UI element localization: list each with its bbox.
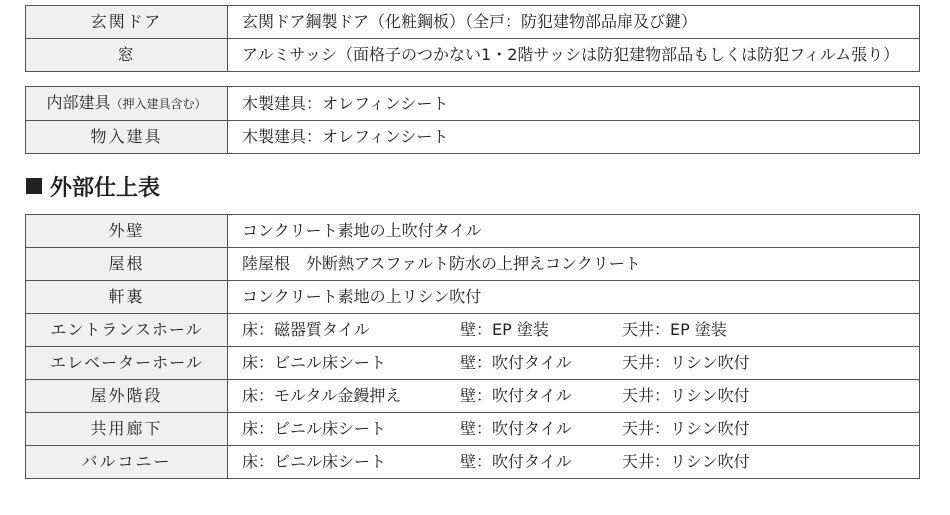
row-label-main: 内部建具: [46, 93, 111, 112]
table-row: [26, 347, 920, 380]
row-value: 木製建具：オレフィンシート: [228, 121, 920, 154]
table-row: [26, 39, 920, 72]
row-label: 共用廊下: [26, 413, 228, 446]
row-label: 玄関ドア: [26, 6, 228, 39]
floor-finish: 床：ビニル床シート: [242, 353, 387, 372]
section-heading: [26, 171, 160, 201]
row-label: 外壁: [26, 215, 228, 248]
table-row: [26, 314, 920, 347]
table-row: [26, 215, 920, 248]
table-row: [26, 446, 920, 479]
row-label: バルコニー: [26, 446, 228, 479]
row-value: 陸屋根 外断熱アスファルト防水の上押えコンクリート: [228, 248, 920, 281]
row-value: コンクリート素地の上吹付タイル: [228, 215, 920, 248]
table-row: [26, 121, 920, 154]
table-row: [26, 281, 920, 314]
floor-finish: 床：磁器質タイル: [242, 320, 370, 339]
table-row: [26, 413, 920, 446]
row-value: [228, 446, 920, 479]
wall-finish: 壁：吹付タイル: [460, 353, 572, 372]
floor-finish: 床：モルタル金鏝押え: [242, 386, 402, 405]
wall-finish: 壁：吹付タイル: [460, 452, 572, 471]
row-value: コンクリート素地の上リシン吹付: [228, 281, 920, 314]
row-label: エントランスホール: [26, 314, 228, 347]
row-label: 窓: [26, 39, 228, 72]
wall-finish: 壁：吹付タイル: [460, 419, 572, 438]
row-value: [228, 314, 920, 347]
row-value: [228, 347, 920, 380]
row-value: [228, 413, 920, 446]
square-bullet-icon: [26, 178, 42, 194]
fittings-table: [25, 5, 920, 72]
ceiling-finish: 天井：リシン吹付: [622, 419, 750, 438]
ceiling-finish: 天井：EP 塗装: [622, 320, 727, 339]
wall-finish: 壁：吹付タイル: [460, 386, 572, 405]
row-label: エレベーターホール: [26, 347, 228, 380]
row-value: [228, 380, 920, 413]
table-row: [26, 380, 920, 413]
floor-finish: 床：ビニル床シート: [242, 452, 387, 471]
row-label-note: （押入建具含む）: [110, 97, 207, 111]
section-title: 外部仕上表: [50, 175, 161, 201]
row-label: 屋外階段: [26, 380, 228, 413]
table-row: [26, 248, 920, 281]
row-value: 木製建具：オレフィンシート: [228, 87, 920, 121]
row-value: 玄関ドア鋼製ドア（化粧鋼板）（全戸：防犯建物部品扉及び鍵）: [228, 6, 920, 39]
interior-fittings-table: [25, 86, 920, 154]
row-label: 物入建具: [26, 121, 228, 154]
row-label: 屋根: [26, 248, 228, 281]
ceiling-finish: 天井：リシン吹付: [622, 452, 750, 471]
wall-finish: 壁：EP 塗装: [460, 320, 549, 339]
row-label: [26, 87, 228, 121]
table-row: [26, 87, 920, 121]
table-row: [26, 6, 920, 39]
ceiling-finish: 天井：リシン吹付: [622, 386, 750, 405]
ceiling-finish: 天井：リシン吹付: [622, 353, 750, 372]
floor-finish: 床：ビニル床シート: [242, 419, 387, 438]
row-value: アルミサッシ（面格子のつかない1・2階サッシは防犯建物部品もしくは防犯フィルム張り）: [228, 39, 920, 72]
row-label: 軒裏: [26, 281, 228, 314]
exterior-finish-table: [25, 214, 920, 479]
